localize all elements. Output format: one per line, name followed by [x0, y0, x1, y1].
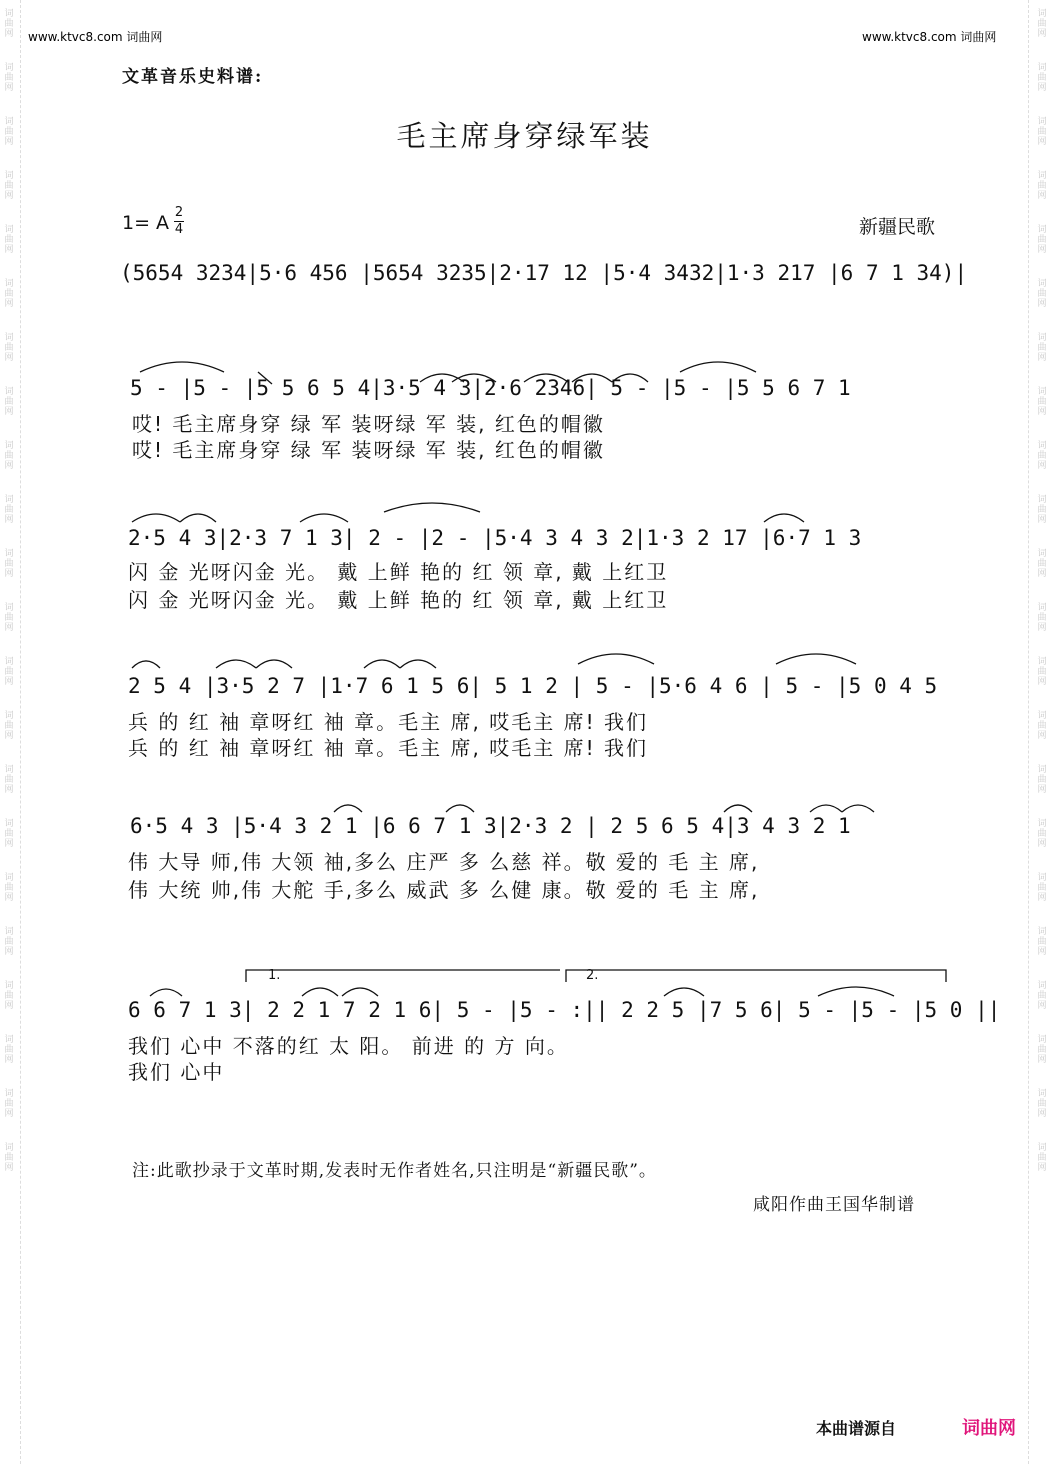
tie-line-3d: [384, 503, 480, 512]
volta-1-bracket: [246, 970, 560, 982]
side-watermark: 词曲网: [1035, 440, 1046, 470]
score-line-5-lyric-1: 伟 大导 师,伟 大领 袖,多么 庄严 多 么慈 祥。敬 爱的 毛 主 席,: [128, 850, 760, 874]
side-watermark: 词曲网: [2, 872, 13, 902]
side-watermark: 词曲网: [2, 224, 13, 254]
notes-text: (5654 3234|5·6 456 |5654 3235|2·17 12 |5·4 3432|1·3 217 |6 7 1 34)|: [120, 261, 968, 285]
side-watermark: 词曲网: [1035, 386, 1046, 416]
side-watermark: 词曲网: [1035, 710, 1046, 740]
side-watermark: 词曲网: [1035, 8, 1046, 38]
notes-text: 6·5 4 3 |5·4 3 2 1 |6 6 7 1 3|2·3 2 | 2 5 6 5 4|3 4 3 2 1: [130, 814, 851, 838]
score-line-3-notes: [128, 518, 861, 558]
side-watermark: 词曲网: [1035, 1088, 1046, 1118]
score-line-3-lyric-1: 闪 金 光呀闪金 光。 戴 上鲜 艳的 红 领 章, 戴 上红卫: [128, 560, 669, 584]
side-watermark: 词曲网: [2, 494, 13, 524]
source-site-logo: 词曲网: [962, 1418, 1016, 1439]
score-line-3-lyric-2: 闪 金 光呀闪金 光。 戴 上鲜 艳的 红 领 章, 戴 上红卫: [128, 588, 669, 612]
side-watermark: 词曲网: [2, 602, 13, 632]
song-title: 毛主席身穿绿军装: [396, 119, 653, 153]
side-watermark: 词曲网: [2, 710, 13, 740]
score-line-1-notes: [120, 253, 967, 293]
tie-line-4g: [776, 654, 856, 664]
score-line-6-notes: [128, 990, 1000, 1030]
score-line-5-notes: [130, 806, 851, 846]
side-watermark: 词曲网: [2, 278, 13, 308]
volta-2-label: 2.: [586, 968, 599, 983]
side-watermark: 词曲网: [1035, 1142, 1046, 1172]
notes-text: 2·5 4 3|2·3 7 1 3| 2 - |2 - |5·4 3 4 3 2|1·3 2 17 |6·7 1 3: [128, 526, 862, 550]
left-margin-line: [20, 0, 21, 1464]
footnote: 注:此歌抄录于文革时期,发表时无作者姓名,只注明是“新疆民歌”。: [132, 1161, 657, 1181]
side-watermark: 词曲网: [1035, 1034, 1046, 1064]
score-line-4-lyric-2: 兵 的 红 袖 章呀红 袖 章。毛主 席, 哎毛主 席! 我们: [128, 736, 648, 760]
side-watermark: 词曲网: [2, 818, 13, 848]
score-line-4-notes: [128, 666, 937, 706]
side-watermark: 词曲网: [2, 926, 13, 956]
side-watermark: 词曲网: [1035, 548, 1046, 578]
side-watermark: 词曲网: [1035, 170, 1046, 200]
side-watermark: 词曲网: [2, 1142, 13, 1172]
side-watermark: 词曲网: [1035, 926, 1046, 956]
side-watermark: 词曲网: [2, 440, 13, 470]
score-line-2-lyric-1: 哎! 毛主席身穿 绿 军 装呀绿 军 装, 红色的帽徽: [132, 412, 605, 436]
side-watermark: 词曲网: [2, 8, 13, 38]
url-watermark-left: www.ktvc8.com 词曲网: [28, 30, 163, 44]
time-signature: [174, 206, 184, 237]
side-watermark: 词曲网: [2, 332, 13, 362]
time-signature-bottom: 4: [174, 222, 184, 237]
side-watermark: 词曲网: [1035, 224, 1046, 254]
score-line-2-notes: [130, 368, 851, 408]
side-watermark: 词曲网: [1035, 980, 1046, 1010]
side-watermark: 词曲网: [1035, 872, 1046, 902]
notes-text: 6 6 7 1 3| 2 2 1 7 2 1 6| 5 - |5 - :|| 2 2 5 |7 5 6| 5 - |5 - |5 0 ||: [128, 998, 1001, 1022]
side-watermark: 词曲网: [2, 386, 13, 416]
notes-text: 5 - |5 - |5 5 6 5 4|3·5 4 3|2·6 2346| 5 - |5 - |5 5 6 7 1: [130, 376, 851, 400]
side-watermark: 词曲网: [2, 62, 13, 92]
time-signature-top: 2: [174, 205, 184, 220]
right-margin-line: [1028, 0, 1029, 1464]
side-watermark: 词曲网: [1035, 278, 1046, 308]
tie-line-4f: [578, 654, 654, 664]
side-watermark: 词曲网: [1035, 818, 1046, 848]
volta-2-bracket: [566, 970, 946, 982]
left-watermark-strip: [0, 0, 16, 1464]
source-label: 本曲谱源自: [816, 1419, 897, 1438]
side-watermark: 词曲网: [2, 764, 13, 794]
side-watermark: 词曲网: [1035, 494, 1046, 524]
side-watermark: 词曲网: [1035, 764, 1046, 794]
side-watermark: 词曲网: [1035, 602, 1046, 632]
song-origin: 新疆民歌: [858, 216, 935, 238]
side-watermark: 词曲网: [2, 548, 13, 578]
score-line-5-lyric-2: 伟 大统 帅,伟 大舵 手,多么 威武 多 么健 康。敬 爱的 毛 主 席,: [128, 878, 760, 902]
side-watermark: 词曲网: [2, 1088, 13, 1118]
score-line-4-lyric-1: 兵 的 红 袖 章呀红 袖 章。毛主 席, 哎毛主 席! 我们: [128, 710, 648, 734]
volta-1-label: 1.: [268, 968, 281, 983]
score-line-2-lyric-2: 哎! 毛主席身穿 绿 军 装呀绿 军 装, 红色的帽徽: [132, 438, 605, 462]
side-watermark: 词曲网: [2, 1034, 13, 1064]
side-watermark: 词曲网: [1035, 116, 1046, 146]
score-maker: 咸阳作曲王国华制谱: [753, 1195, 915, 1215]
side-watermark: 词曲网: [2, 116, 13, 146]
key-signature: 1= A: [122, 212, 170, 234]
side-watermark: 词曲网: [1035, 62, 1046, 92]
notes-text: 2 5 4 |3·5 2 7 |1·7 6 1 5 6| 5 1 2 | 5 - |5·6 4 6 | 5 - |5 0 4 5: [128, 674, 938, 698]
side-watermark: 词曲网: [1035, 656, 1046, 686]
score-line-6-lyric-1: 我们 心中 不落的红 太 阳。 前进 的 方 向。: [128, 1034, 569, 1058]
side-watermark: 词曲网: [2, 170, 13, 200]
url-watermark-right: www.ktvc8.com 词曲网: [862, 30, 997, 44]
side-watermark: 词曲网: [1035, 332, 1046, 362]
side-watermark: 词曲网: [2, 980, 13, 1010]
right-watermark-strip: [1033, 0, 1049, 1464]
collection-label: 文革音乐史料谱:: [122, 67, 264, 87]
side-watermark: 词曲网: [2, 656, 13, 686]
score-line-6-lyric-2: 我们 心中: [128, 1060, 225, 1084]
